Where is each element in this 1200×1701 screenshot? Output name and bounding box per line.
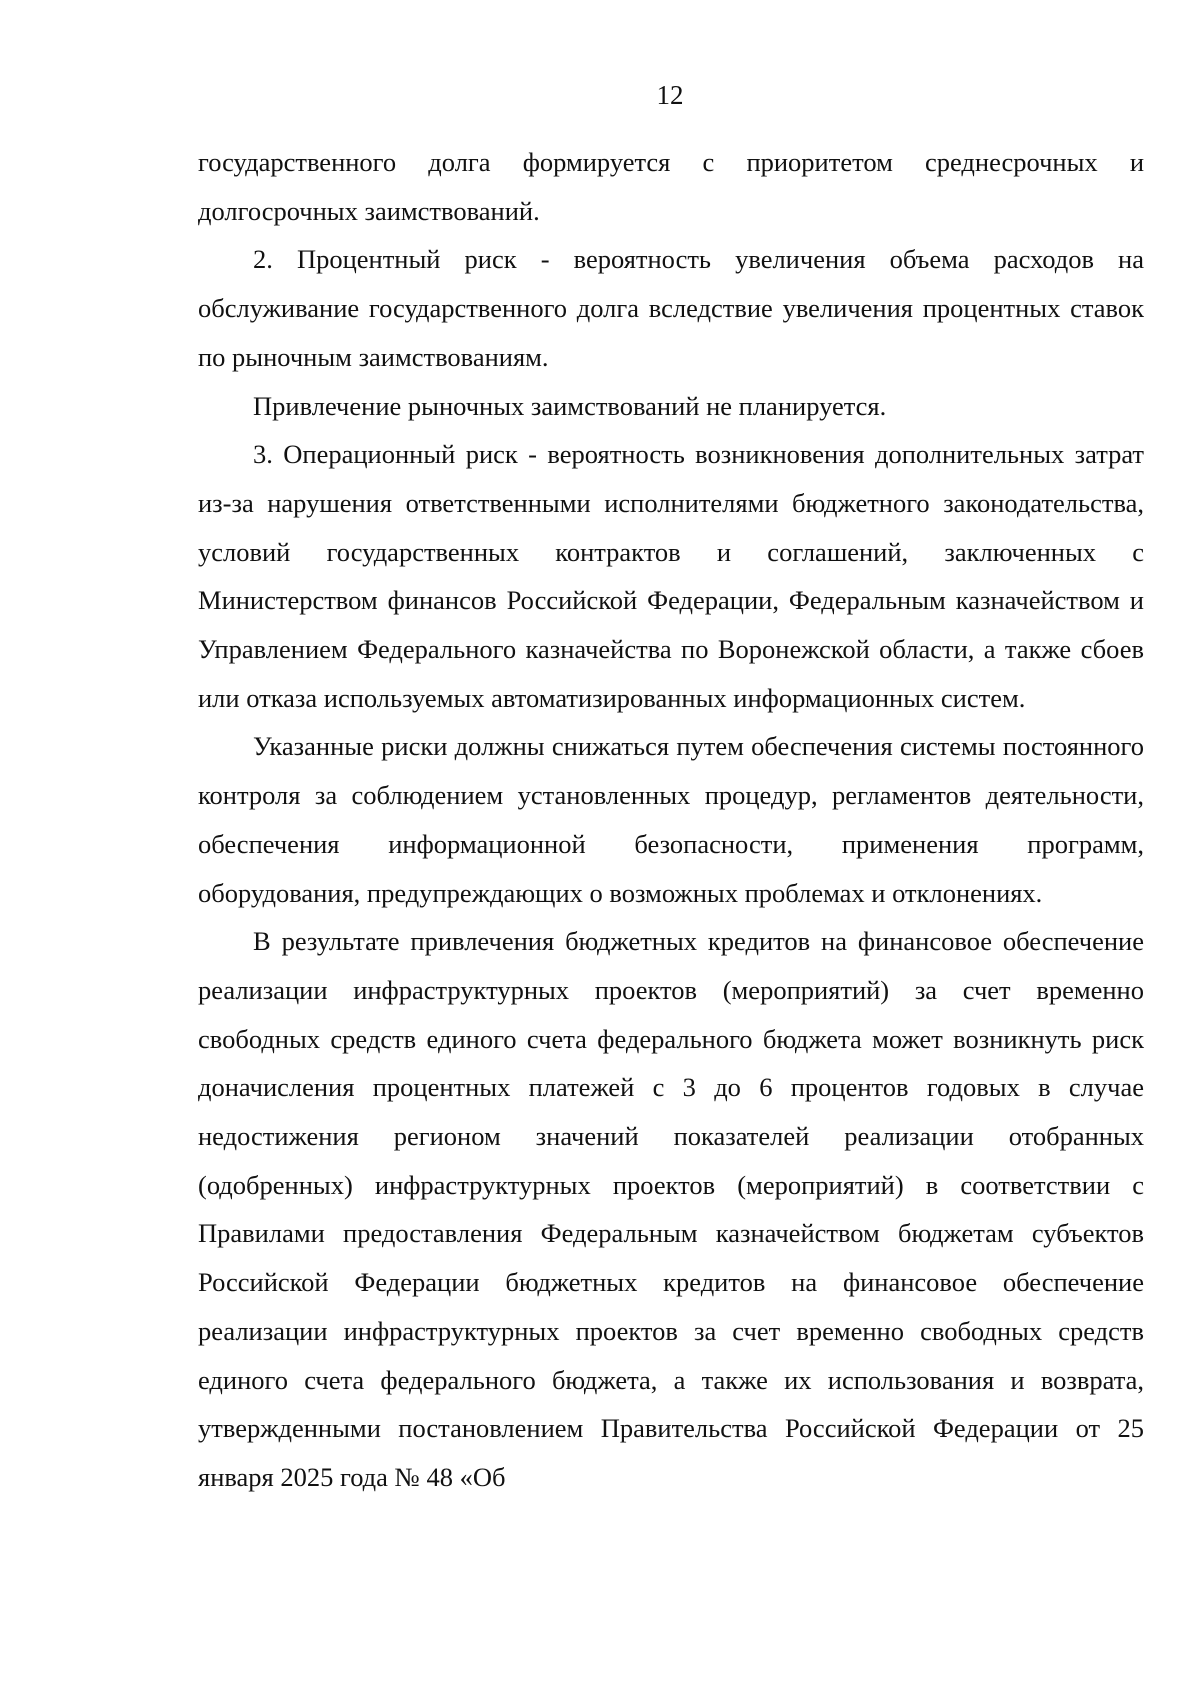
paragraph-budget-credits: В результате привлечения бюджетных кредитов на финансовое обеспечение реализации инфраструктурных проектов (мероприятий) за счет временно свободных средств единого счета федерального бюджета может возникнуть риск доначисления процентных платежей с 3 до 6 процентов годовых в случае недостижения регионом значений показателей реализации отобранных (одобренных) инфраструктурных проектов (мероприятий) в соответствии с Правилами предоставления Федеральным казначейством бюджетам субъектов Российской Федерации бюджетных кредитов на финансовое обеспечение реализации инфраструктурных проектов за счет временно свободных средств единого счета федерального бюджета, а также их использования и возврата, утвержденными постановлением Правительства Российской Федерации от 25 января 2025 года № 48 «Об [198, 926, 1144, 1492]
paragraph-risk-mitigation: Указанные риски должны снижаться путем обеспечения системы постоянного контроля за соблюдением установленных процедур, регламентов деятельности, обеспечения информационной безопасности, применения программ, оборудования, предупреждающих о возможных проблемах и отклонениях. [198, 731, 1144, 908]
document-body [198, 138, 1144, 1502]
paragraph-continuation: государственного долга формируется с приоритетом среднесрочных и долгосрочных заимствований. [198, 147, 1144, 226]
paragraph-market-borrowing: Привлечение рыночных заимствований не планируется. [253, 390, 887, 421]
paragraph-operational-risk: 3. Операционный риск - вероятность возникновения дополнительных затрат из-за нарушения ответственными исполнителями бюджетного законодательства, условий государственных контрактов и соглашений, заключенных с Министерством финансов Российской Федерации, Федеральным казначейством и Управлением Федерального казначейства по Воронежской области, а также сбоев или отказа используемых автоматизированных информационных систем. [198, 439, 1144, 713]
paragraph-interest-risk: 2. Процентный риск - вероятность увеличения объема расходов на обслуживание государственного долга вследствие увеличения процентных ставок по рыночным заимствованиям. [198, 244, 1144, 372]
page-number: 12 [656, 80, 684, 110]
